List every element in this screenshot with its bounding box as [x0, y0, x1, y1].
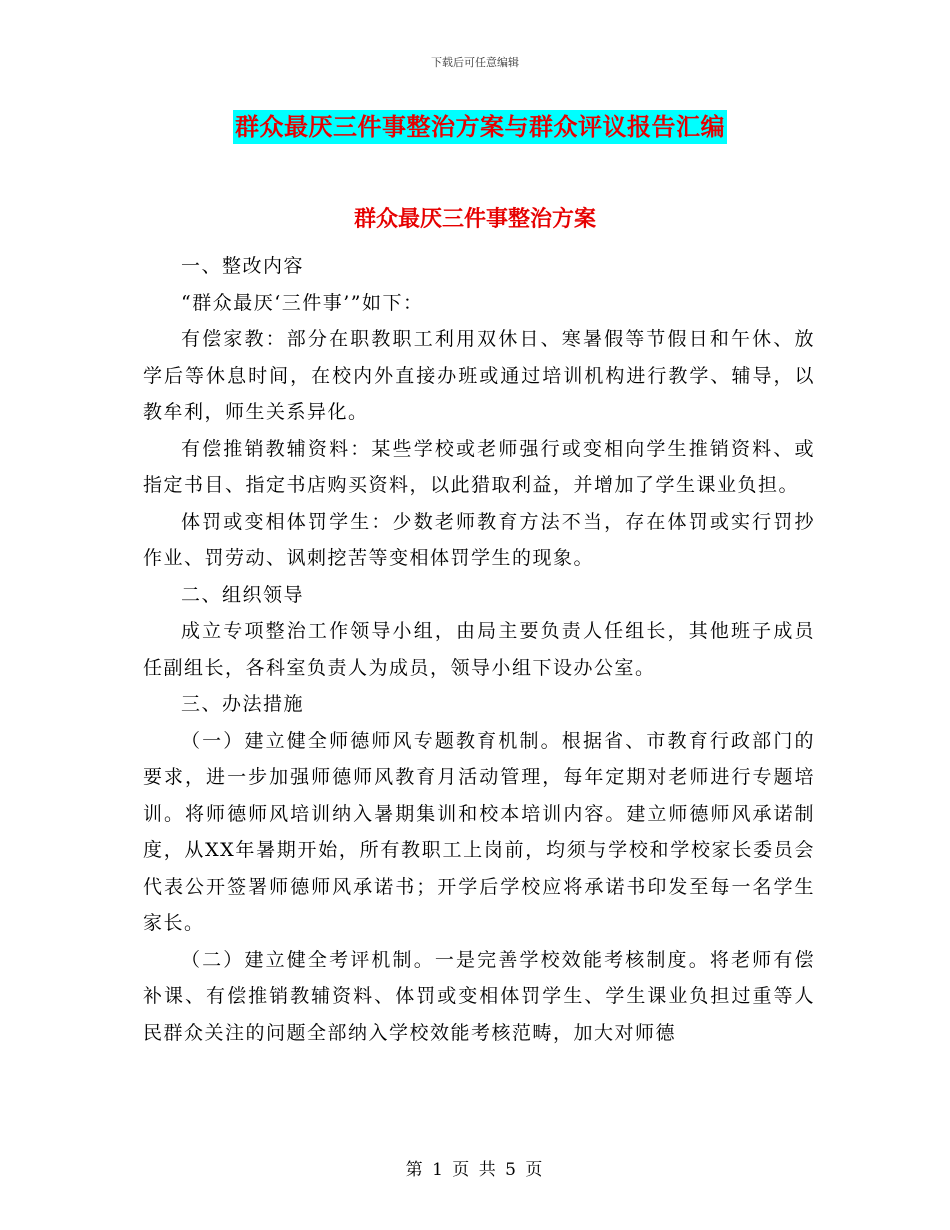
- document-body: [143, 248, 815, 1051]
- paragraph-paid-materials: 有偿推销教辅资料：某些学校或老师强行或变相向学生推销资料、或指定书目、指定书店购买资料，以此猎取利益，并增加了学生课业负担。: [143, 437, 815, 496]
- heading-rectification-content: 一、整改内容: [181, 255, 305, 277]
- paragraph-paid-tutoring: 有偿家教：部分在职教职工利用双休日、寒暑假等节假日和午休、放学后等休息时间，在校内外直接办班或通过培训机构进行教学、辅导，以教牟利，师生关系异化。: [143, 328, 815, 423]
- page-number-footer: 第 1 页 共 5 页: [405, 1160, 545, 1180]
- paragraph-corporal-punishment: 体罚或变相体罚学生：少数老师教育方法不当，存在体罚或实行罚抄作业、罚劳动、讽刺挖苦等变相体罚学生的现象。: [143, 510, 815, 569]
- heading-measures: 三、办法措施: [181, 693, 305, 715]
- paragraph-measure-1: （一）建立健全师德师风专题教育机制。根据省、市教育行政部门的要求，进一步加强师德师风教育月活动管理，每年定期对老师进行专题培训。将师德师风培训纳入暑期集训和校本培训内容。建立师德师风承诺制度，从XX年暑期开始，所有教职工上岗前，均须与学校和学校家长委员会代表公开签署师德师风承诺书；开学后学校应将承诺书印发至每一名学生家长。: [143, 729, 815, 934]
- section-title: 群众最厌三件事整治方案: [353, 206, 596, 232]
- document-main-title: 群众最厌三件事整治方案与群众评议报告汇编: [233, 110, 727, 144]
- paragraph-intro: “群众最厌‘三件事’”如下：: [181, 291, 424, 314]
- page-header-note: 下载后可任意编辑: [431, 56, 519, 69]
- heading-organization: 二、组织领导: [181, 583, 305, 606]
- paragraph-leading-group: 成立专项整治工作领导小组，由局主要负责人任组长，其他班子成员任副组长，各科室负责人为成员，领导小组下设办公室。: [143, 620, 815, 679]
- paragraph-measure-2: （二）建立健全考评机制。一是完善学校效能考核制度。将老师有偿补课、有偿推销教辅资料、体罚或变相体罚学生、学生课业负担过重等人民群众关注的问题全部纳入学校效能考核范畴，加大对师德: [143, 948, 815, 1044]
